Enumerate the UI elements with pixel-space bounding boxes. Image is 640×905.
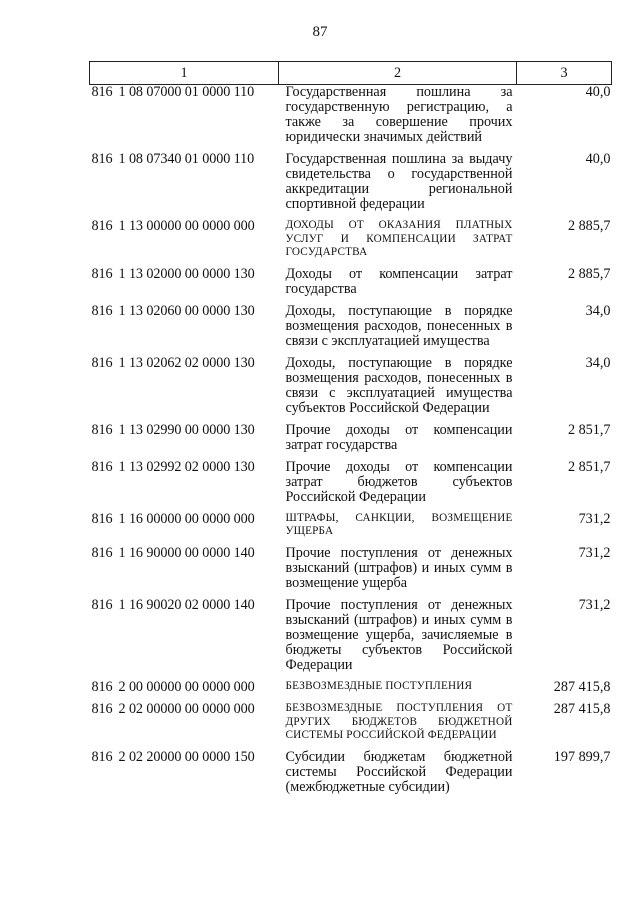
revenue-classification-code: 1 13 02000 00 0000 130 (118, 265, 255, 282)
column-header-2: 2 (279, 62, 517, 85)
table-row (90, 680, 612, 702)
revenue-description: Доходы, поступающие в порядке возмещения расходов, понесенных в связи с эксплуатацией имущества (285, 302, 513, 349)
revenue-amount: 197 899,7 (553, 748, 611, 765)
table-row (90, 267, 612, 304)
budget-code-cell (90, 546, 279, 598)
table-body (90, 85, 612, 802)
budget-code-cell (90, 152, 279, 219)
administrator-code: 816 (91, 544, 113, 561)
revenue-table (89, 61, 612, 802)
administrator-code: 816 (91, 748, 113, 765)
revenue-description: ДОХОДЫ ОТ ОКАЗАНИЯ ПЛАТНЫХ УСЛУГ И КОМПЕНСАЦИИ ЗАТРАТ ГОСУДАРСТВА (285, 219, 513, 259)
table-row (90, 423, 612, 460)
revenue-amount: 287 415,8 (553, 678, 611, 695)
revenue-description: Прочие поступления от денежных взысканий (штрафов) и иных сумм в возмещение ущерба (285, 544, 513, 591)
administrator-code: 816 (91, 84, 113, 100)
administrator-code: 816 (91, 302, 113, 319)
budget-code-cell (90, 750, 279, 802)
revenue-amount: 2 851,7 (567, 421, 611, 438)
revenue-amount: 40,0 (585, 151, 611, 167)
budget-code-cell (90, 423, 279, 460)
revenue-classification-code: 1 13 02060 00 0000 130 (118, 302, 255, 319)
revenue-amount: 2 885,7 (567, 218, 611, 234)
table-row (90, 219, 612, 267)
table-row (90, 750, 612, 802)
revenue-amount: 731,2 (578, 596, 611, 613)
budget-code-cell (90, 304, 279, 356)
budget-code-cell (90, 460, 279, 512)
table-row (90, 356, 612, 423)
administrator-code: 816 (91, 700, 113, 717)
revenue-classification-code: 1 08 07340 01 0000 110 (118, 151, 255, 167)
revenue-classification-code: 2 02 20000 00 0000 150 (118, 748, 255, 765)
revenue-amount: 34,0 (585, 302, 611, 319)
revenue-classification-code: 1 16 00000 00 0000 000 (118, 510, 255, 527)
page-number: 87 (312, 24, 328, 40)
revenue-description: Прочие доходы от компенсации затрат бюджетов субъектов Российской Федерации (285, 458, 513, 505)
revenue-amount: 2 885,7 (567, 265, 611, 282)
revenue-description: Субсидии бюджетам бюджетной системы Российской Федерации (межбюджетные субсидии) (285, 748, 513, 795)
table-row (90, 512, 612, 546)
revenue-amount: 731,2 (578, 510, 611, 527)
revenue-description: Государственная пошлина за государственную регистрацию, а также за совершение прочих юридически значимых действий (285, 84, 513, 145)
revenue-classification-code: 1 13 00000 00 0000 000 (118, 218, 255, 234)
revenue-classification-code: 1 16 90000 00 0000 140 (118, 544, 255, 561)
administrator-code: 816 (91, 218, 113, 234)
budget-code-cell (90, 512, 279, 546)
administrator-code: 816 (91, 354, 113, 371)
table-row (90, 598, 612, 680)
revenue-classification-code: 1 08 07000 01 0000 110 (118, 84, 255, 100)
administrator-code: 816 (91, 678, 113, 695)
revenue-classification-code: 1 13 02992 02 0000 130 (118, 458, 255, 475)
revenue-description: Государственная пошлина за выдачу свидетельства о государственной аккредитации региональной спортивной федерации (285, 151, 513, 212)
revenue-classification-code: 2 00 00000 00 0000 000 (118, 678, 255, 695)
administrator-code: 816 (91, 458, 113, 475)
revenue-description: Прочие доходы от компенсации затрат государства (285, 421, 513, 453)
budget-code-cell (90, 267, 279, 304)
budget-code-cell (90, 680, 279, 702)
revenue-description: Доходы от компенсации затрат государства (285, 265, 513, 297)
administrator-code: 816 (91, 151, 113, 167)
table-row (90, 152, 612, 219)
table-row (90, 460, 612, 512)
revenue-description: Прочие поступления от денежных взысканий (штрафов) и иных сумм в возмещение ущерба, зачисляемые в бюджеты субъектов Российской Федерации (285, 596, 513, 673)
administrator-code: 816 (91, 421, 113, 438)
revenue-description: БЕЗВОЗМЕЗДНЫЕ ПОСТУПЛЕНИЯ (285, 679, 473, 692)
budget-code-cell (90, 598, 279, 680)
administrator-code: 816 (91, 265, 113, 282)
revenue-classification-code: 1 13 02062 02 0000 130 (118, 354, 255, 371)
budget-code-cell (90, 356, 279, 423)
revenue-amount: 287 415,8 (553, 700, 611, 717)
table-row (90, 702, 612, 750)
budget-code-cell (90, 702, 279, 750)
table-row (90, 546, 612, 598)
revenue-amount: 2 851,7 (567, 458, 611, 475)
revenue-classification-code: 1 16 90020 02 0000 140 (118, 596, 255, 613)
budget-code-cell (90, 219, 279, 267)
administrator-code: 816 (91, 596, 113, 613)
table-header-row (90, 62, 612, 85)
revenue-amount: 40,0 (585, 84, 611, 100)
revenue-amount: 34,0 (585, 354, 611, 371)
revenue-description: ШТРАФЫ, САНКЦИИ, ВОЗМЕЩЕНИЕ УЩЕРБА (285, 511, 513, 538)
table-row (90, 304, 612, 356)
revenue-description: Доходы, поступающие в порядке возмещения расходов, понесенных в связи с эксплуатацией имущества субъектов Российской Федерации (285, 354, 513, 416)
revenue-amount: 731,2 (578, 544, 611, 561)
budget-code-cell (90, 85, 279, 153)
revenue-classification-code: 1 13 02990 00 0000 130 (118, 421, 255, 438)
column-header-3: 3 (517, 62, 612, 85)
column-header-1: 1 (90, 62, 279, 85)
table-row (90, 85, 612, 153)
administrator-code: 816 (91, 510, 113, 527)
revenue-classification-code: 2 02 00000 00 0000 000 (118, 700, 255, 717)
revenue-description: БЕЗВОЗМЕЗДНЫЕ ПОСТУПЛЕНИЯ ОТ ДРУГИХ БЮДЖЕТОВ БЮДЖЕТНОЙ СИСТЕМЫ РОССИЙСКОЙ ФЕДЕРАЦИИ (285, 701, 513, 742)
